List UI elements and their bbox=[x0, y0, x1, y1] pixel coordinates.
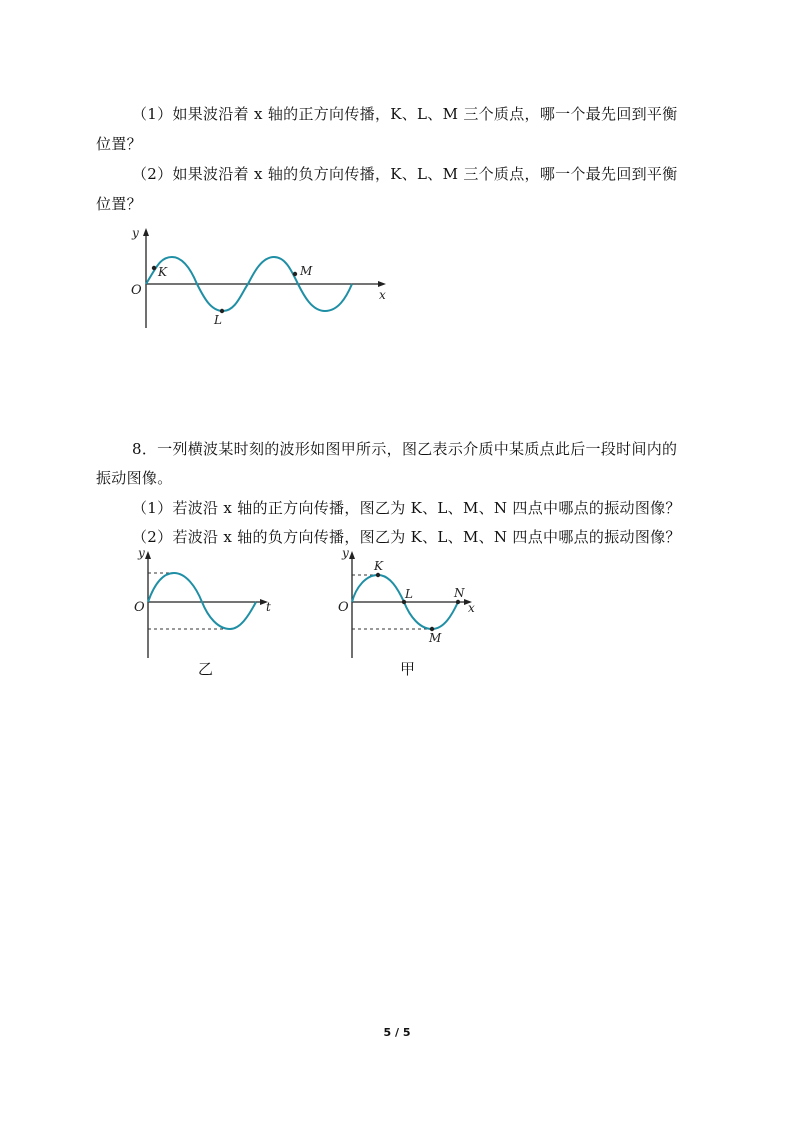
point-m bbox=[293, 272, 297, 276]
y-label: y bbox=[132, 226, 139, 240]
x-label: x bbox=[468, 601, 475, 615]
q8-figure-jia bbox=[334, 545, 484, 660]
point-l-label: L bbox=[214, 313, 222, 327]
origin-label: O bbox=[134, 600, 145, 615]
q7-part2-line2: 位置？ bbox=[96, 195, 142, 213]
figure-yi-caption: 乙 bbox=[198, 660, 214, 678]
q8-stem-line2: 振动图像。 bbox=[96, 469, 173, 487]
x-axis-arrow-icon bbox=[378, 281, 386, 287]
q7-wave-figure bbox=[120, 222, 400, 334]
point-k bbox=[152, 266, 156, 270]
q8-stem-line1: 8．一列横波某时刻的波形如图甲所示，图乙表示介质中某质点此后一段时间内的 bbox=[132, 440, 678, 458]
point-m-label: M bbox=[300, 264, 313, 278]
y-label: y bbox=[138, 546, 145, 560]
point-n bbox=[456, 600, 460, 604]
figure-jia-caption: 甲 bbox=[400, 660, 416, 678]
y-axis-arrow-icon bbox=[143, 228, 149, 236]
q8-part1: （1）若波沿 x 轴的正方向传播，图乙为 K、L、M、N 四点中哪点的振动图像？ bbox=[132, 499, 681, 517]
point-k-label: K bbox=[158, 265, 167, 279]
q7-part1-line1: （1）如果波沿着 x 轴的正方向传播，K、L、M 三个质点，哪一个最先回到平衡 bbox=[132, 105, 678, 123]
x-label: x bbox=[379, 288, 386, 302]
y-axis-arrow-icon bbox=[349, 551, 355, 559]
y-label: y bbox=[342, 546, 349, 560]
t-label: t bbox=[266, 600, 271, 614]
point-m-label: M bbox=[429, 631, 442, 645]
q8-figure-yi bbox=[130, 545, 280, 660]
point-l-label: L bbox=[405, 587, 413, 601]
point-k-label: K bbox=[374, 559, 383, 573]
point-k bbox=[376, 573, 380, 577]
point-n-label: N bbox=[454, 586, 465, 600]
page-number: 5 / 5 bbox=[383, 1026, 411, 1039]
q7-part2-line1: （2）如果波沿着 x 轴的负方向传播，K、L、M 三个质点，哪一个最先回到平衡 bbox=[132, 165, 678, 183]
origin-label: O bbox=[338, 600, 349, 615]
vibration-curve bbox=[148, 573, 256, 629]
y-axis-arrow-icon bbox=[145, 551, 151, 559]
origin-label: O bbox=[131, 283, 142, 298]
q7-part1-line2: 位置？ bbox=[96, 135, 142, 153]
q8-part2: （2）若波沿 x 轴的负方向传播，图乙为 K、L、M、N 四点中哪点的振动图像？ bbox=[132, 528, 681, 546]
